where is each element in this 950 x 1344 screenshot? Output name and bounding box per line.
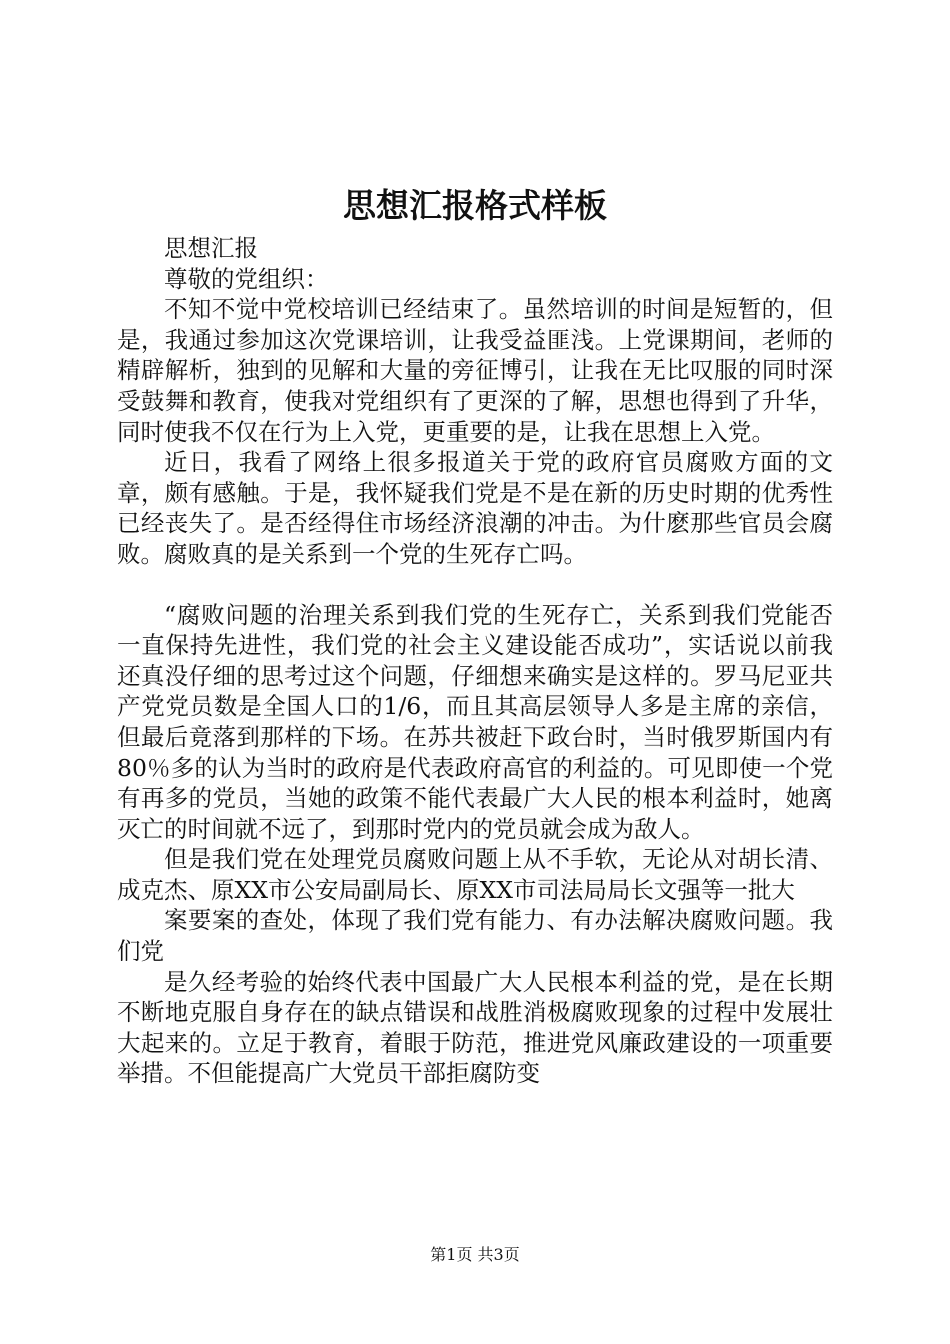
- paragraph: 不知不觉中党校培训已经结束了。虽然培训的时间是短暂的，但是，我通过参加这次党课培训，让我受益匪浅。上党课期间，老师的精辟解析，独到的见解和大量的旁征博引，让我在无比叹服的同时深受鼓舞和教育，使我对党组织有了更深的了解，思想也得到了升华，同时使我不仅在行为上入党，更重要的是，让我在思想上入党。: [117, 295, 833, 446]
- paragraph: 但是我们党在处理党员腐败问题上从不手软，无论从对胡长清、成克杰、原XX市公安局副局长、原XX市司法局局长文强等一批大: [117, 845, 833, 904]
- paragraph: “腐败问题的治理关系到我们党的生死存亡，关系到我们党能否一直保持先进性，我们党的社会主义建设能否成功”，实话说以前我还真没仔细的思考过这个问题，仔细想来确实是这样的。罗马尼亚共产党党员数是全国人口的1/6，而且其高层领导人多是主席的亲信，但最后竟落到那样的下场。在苏共被赶下政台时，当时俄罗斯国内有80％多的认为当时的政府是代表政府高官的利益的。可见即使一个党有再多的党员，当她的政策不能代表最广大人民的根本利益时，她离灭亡的时间就不远了，到那时党内的党员就会成为敌人。: [117, 600, 833, 843]
- paragraph-heading: 思想汇报: [164, 234, 258, 262]
- page-number: 第1页 共3页: [430, 1245, 520, 1264]
- paragraph: 近日，我看了网络上很多报道关于党的政府官员腐败方面的文章，颇有感触。于是，我怀疑我们党是不是在新的历史时期的优秀性已经丧失了。是否经得住市场经济浪潮的冲击。为什麽那些官员会腐败。腐败真的是关系到一个党的生死存亡吗。: [117, 448, 833, 568]
- document-body: [117, 233, 833, 1089]
- document-title: 思想汇报格式样板: [343, 186, 607, 225]
- paragraph: 是久经考验的始终代表中国最广大人民根本利益的党，是在长期不断地克服自身存在的缺点错误和战胜消极腐败现象的过程中发展壮大起来的。立足于教育，着眼于防范，推进党风廉政建设的一项重要举措。不但能提高广大党员干部拒腐防变: [117, 967, 833, 1088]
- paragraph-salutation: 尊敬的党组织：: [164, 264, 329, 293]
- paragraph: 案要案的查处，体现了我们党有能力、有办法解决腐败问题。我们党: [117, 906, 833, 966]
